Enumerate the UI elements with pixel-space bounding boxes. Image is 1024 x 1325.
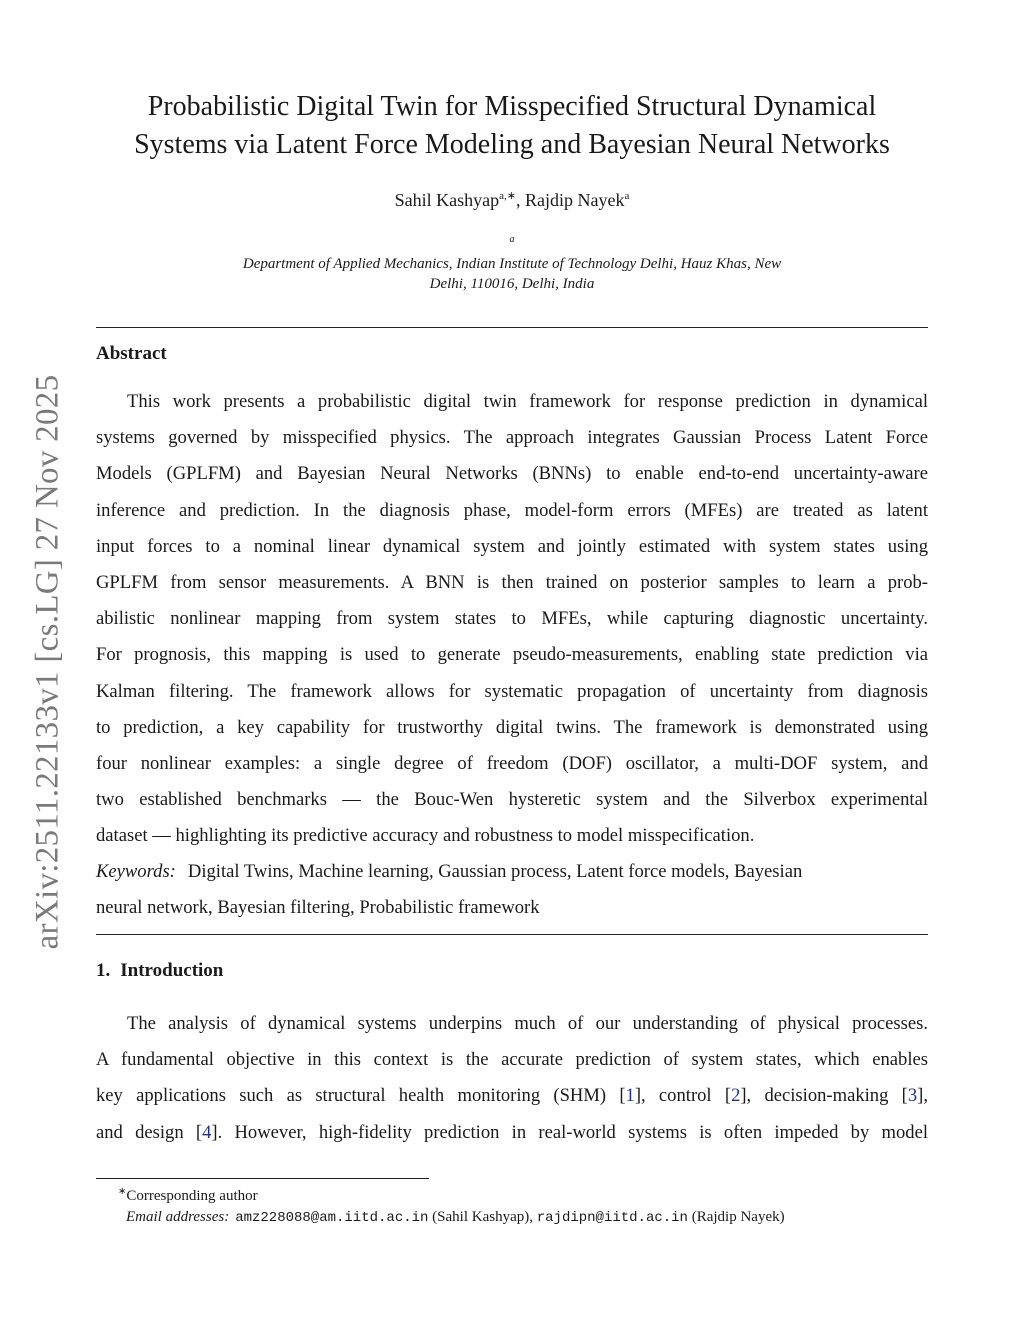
body-line (96, 1115, 928, 1151)
affiliation-marker: a (509, 234, 515, 245)
abstract-line: For prognosis, this mapping is used to generate pseudo-measurements, enabling state prediction via (96, 644, 928, 666)
footnote-line (96, 1207, 928, 1229)
introduction-body (96, 1006, 928, 1151)
abstract-line: systems governed by misspecified physics. The approach integrates Gaussian Process Latent Force (96, 427, 928, 449)
abstract-line: inference and prediction. In the diagnosis phase, model-form errors (MFEs) are treated as latent (96, 499, 928, 521)
abstract-line: Kalman filtering. The framework allows for systematic propagation of uncertainty from diagnosis (96, 680, 928, 702)
body-text: ], decision-making [ (740, 1085, 908, 1107)
abstract-line: abilistic nonlinear mapping from system states to MFEs, while capturing diagnostic uncertainty. (96, 608, 928, 630)
body-text: and design [ (96, 1121, 203, 1143)
footnote-marker: ∗ (118, 1186, 127, 1197)
author-affiliation-marker: a (624, 190, 630, 202)
paper-title (96, 88, 928, 164)
abstract-line: two established benchmarks — the Bouc-Wen hysteretic system and the Silverbox experimental (96, 789, 928, 811)
body-text: ], control [ (634, 1085, 732, 1107)
abstract-line: to prediction, a key capability for trustworthy digital twins. The framework is demonstrated using (96, 716, 928, 738)
title-line: Systems via Latent Force Modeling and Bayesian Neural Networks (134, 129, 890, 160)
keywords-text: Digital Twins, Machine learning, Gaussian process, Latent force models, Bayesian (187, 861, 803, 882)
keywords-line: neural network, Bayesian filtering, Probabilistic framework (96, 897, 540, 919)
citation-link[interactable]: 2 (731, 1085, 741, 1107)
citation-link[interactable]: 1 (625, 1085, 635, 1107)
body-line: A fundamental objective in this context is the accurate prediction of system states, which enables (96, 1049, 928, 1071)
citation-link[interactable]: 4 (202, 1121, 212, 1143)
section-number: 1. (96, 960, 111, 981)
author-list (96, 189, 928, 211)
body-text: key applications such as structural health monitoring (SHM) [ (96, 1085, 626, 1107)
author-affiliation-marker: a,∗ (499, 190, 516, 202)
abstract-line: dataset — highlighting its predictive accuracy and robustness to model misspecification. (96, 825, 755, 847)
keywords-line (96, 854, 928, 890)
email-owner: (Rajdip Nayek) (691, 1209, 785, 1225)
abstract-line: This work presents a probabilistic digital twin framework for response prediction in dynamical (127, 391, 928, 412)
body-line: The analysis of dynamical systems underpins much of our understanding of physical processes. (127, 1013, 928, 1034)
author-separator: , (515, 190, 525, 210)
affiliation (96, 230, 928, 294)
affiliation-line (96, 230, 928, 274)
abstract-line: input forces to a nominal linear dynamical system and jointly estimated with system states using (96, 535, 928, 557)
abstract-body (96, 384, 928, 855)
abstract-line: four nonlinear examples: a single degree of freedom (DOF) oscillator, a multi-DOF system, and (96, 753, 928, 775)
author-name: Sahil Kashyap (394, 190, 500, 210)
abstract-line: Models (GPLFM) and Bayesian Neural Networks (BNNs) to enable end-to-end uncertainty-aware (96, 463, 928, 485)
email-address[interactable]: amz228088@am.iitd.ac.in (235, 1210, 429, 1226)
section-heading-introduction (96, 960, 223, 982)
footnote-line (96, 1181, 928, 1207)
body-line (96, 1078, 928, 1114)
arxiv-identifier-stamp: arXiv:2511.22133v1 [cs.LG] 27 Nov 2025 (29, 374, 66, 950)
abstract-line: GPLFM from sensor measurements. A BNN is then trained on posterior samples to learn a prob- (96, 572, 928, 594)
body-text: ], (917, 1085, 928, 1107)
title-line: Probabilistic Digital Twin for Misspecified Structural Dynamical (147, 91, 877, 122)
abstract-heading: Abstract (96, 343, 167, 364)
footnote (96, 1181, 928, 1229)
email-label: Email addresses: (126, 1209, 230, 1225)
footnote-text: Corresponding author (126, 1188, 258, 1204)
abstract-top-rule (96, 327, 928, 328)
abstract-bottom-rule (96, 934, 928, 935)
email-address[interactable]: rajdipn@iitd.ac.in (536, 1210, 688, 1226)
body-text: ]. However, high-fidelity prediction in real-world systems is often impeded by model (211, 1121, 928, 1143)
section-title: Introduction (120, 960, 224, 981)
affiliation-text: Department of Applied Mechanics, Indian Institute of Technology Delhi, Hauz Khas, New (242, 256, 782, 272)
author-name: Rajdip Nayek (524, 190, 625, 210)
keywords-label: Keywords: (96, 861, 176, 882)
email-owner: (Sahil Kashyap), (432, 1209, 533, 1225)
footnote-rule (96, 1178, 429, 1179)
citation-link[interactable]: 3 (907, 1085, 918, 1107)
keywords (96, 854, 928, 926)
affiliation-line: Delhi, 110016, Delhi, India (429, 276, 595, 292)
